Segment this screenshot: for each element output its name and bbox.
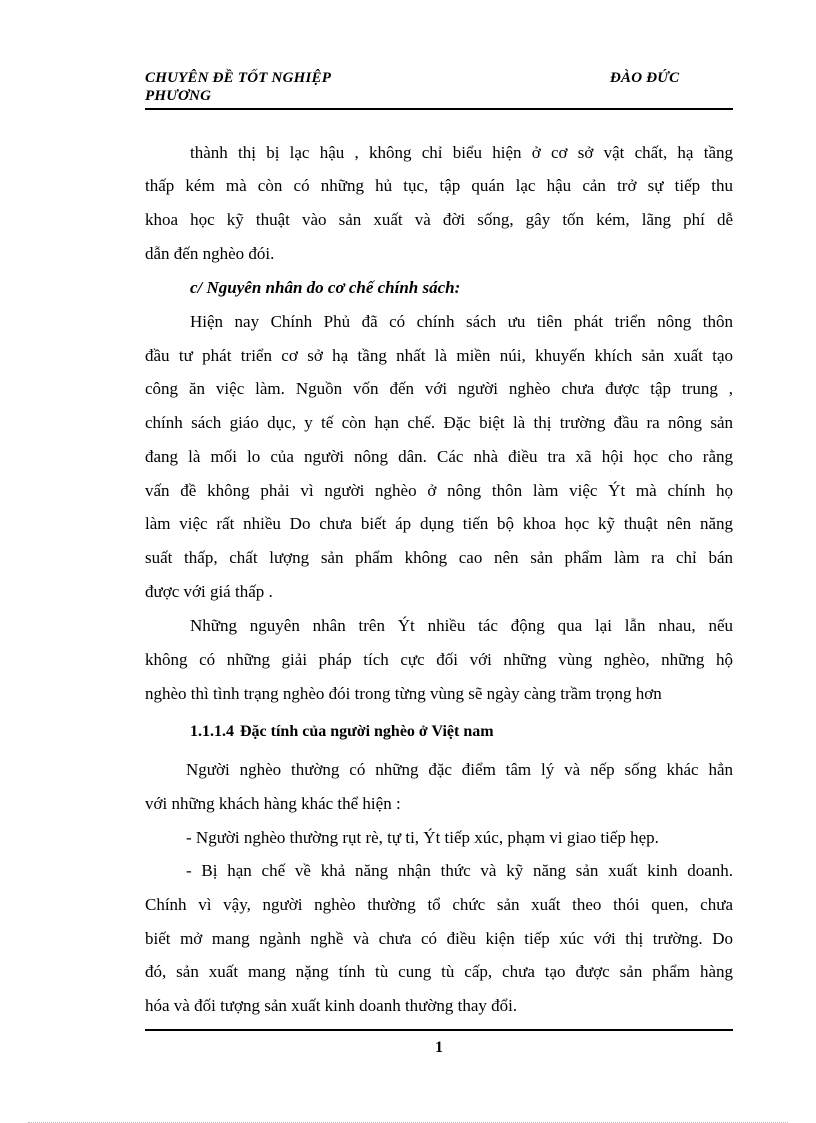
text-line: không có những giải pháp tích cực đối với những vùng nghèo, những hộ [145,650,733,669]
text-line: thành thị bị lạc hậu , không chỉ biểu hiện ở cơ sở vật chất, hạ tầng [190,143,733,162]
text-line: được với giá thấp . [145,582,273,601]
header-author: ĐÀO ĐỨC [610,70,680,86]
text-line: Chính vì vậy, người nghèo thường tổ chức sản xuất theo thói quen, chưa [145,895,733,914]
header-author-cont: PHƯƠNG [145,88,212,104]
text-line: đang là mối lo của người nông dân. Các nhà điều tra xã hội học cho rằng [145,447,733,466]
bullet-item: - Bị hạn chế về khả năng nhận thức và kỹ năng sản xuất kinh doanh. [186,861,733,880]
text-line: với những khách hàng khác thể hiện : [145,794,401,813]
text-line: vấn đề không phải vì người nghèo ở nông thôn làm việc Ýt mà chính họ [145,481,733,500]
text-line: chính sách giáo dục, y tế còn hạn chế. Đặc biệt là thị trường đầu ra nông sản [145,413,733,432]
page-footer [145,1029,733,1056]
text-line: Người nghèo thường có những đặc điểm tâm lý và nếp sống khác hẳn [186,760,733,779]
text-line: làm việc rất nhiều Do chưa biết áp dụng tiến bộ khoa học kỹ thuật nên năng [145,514,733,533]
text-line: Những nguyên nhân trên Ýt nhiều tác động qua lại lẫn nhau, nếu [190,616,733,635]
text-line: dẫn đến nghèo đói. [145,244,275,263]
text-line: khoa học kỹ thuật vào sản xuất và đời sống, gây tốn kém, lãng phí dễ [145,210,733,229]
text-line: đó, sản xuất mang nặng tính tù cung tù cấp, chưa tạo được sản phẩm hàng [145,962,733,981]
page-number: 1 [435,1039,443,1056]
text-line: hóa và đối tượng sản xuất kinh doanh thường thay đổi. [145,996,518,1015]
text-line: suất thấp, chất lượng sản phẩm không cao nên sản phẩm làm ra chỉ bán [145,548,733,567]
text-line: Hiện nay Chính Phủ đã có chính sách ưu tiên phát triển nông thôn [190,312,733,331]
page-header [145,70,733,110]
subheading: c/ Nguyên nhân do cơ chế chính sách: [190,278,461,297]
text-line: thấp kém mà còn có những hủ tục, tập quán lạc hậu cản trở sự tiếp thu [145,176,733,195]
text-line: nghèo thì tình trạng nghèo đói trong từng vùng sẽ ngày càng trầm trọng hơn [145,684,662,703]
section-heading [190,722,494,742]
text-line: công ăn việc làm. Nguồn vốn đến với người nghèo chưa được tập trung , [145,379,733,398]
bullet-item: - Người nghèo thường rụt rè, tự ti, Ýt tiếp xúc, phạm vi giao tiếp hẹp. [186,828,659,847]
text-line: biết mở mang ngành nghề và chưa có điều kiện tiếp xúc với thị trường. Do [145,929,733,948]
header-title: CHUYÊN ĐỀ TỐT NGHIỆP [145,70,332,86]
text-line: đầu tư phát triển cơ sở hạ tầng nhất là miền núi, khuyến khích sản xuất tạo [145,346,733,365]
section-number: 1.1.1.4 [190,723,234,740]
section-title: Đặc tính của người nghèo ở Việt nam [240,723,494,740]
